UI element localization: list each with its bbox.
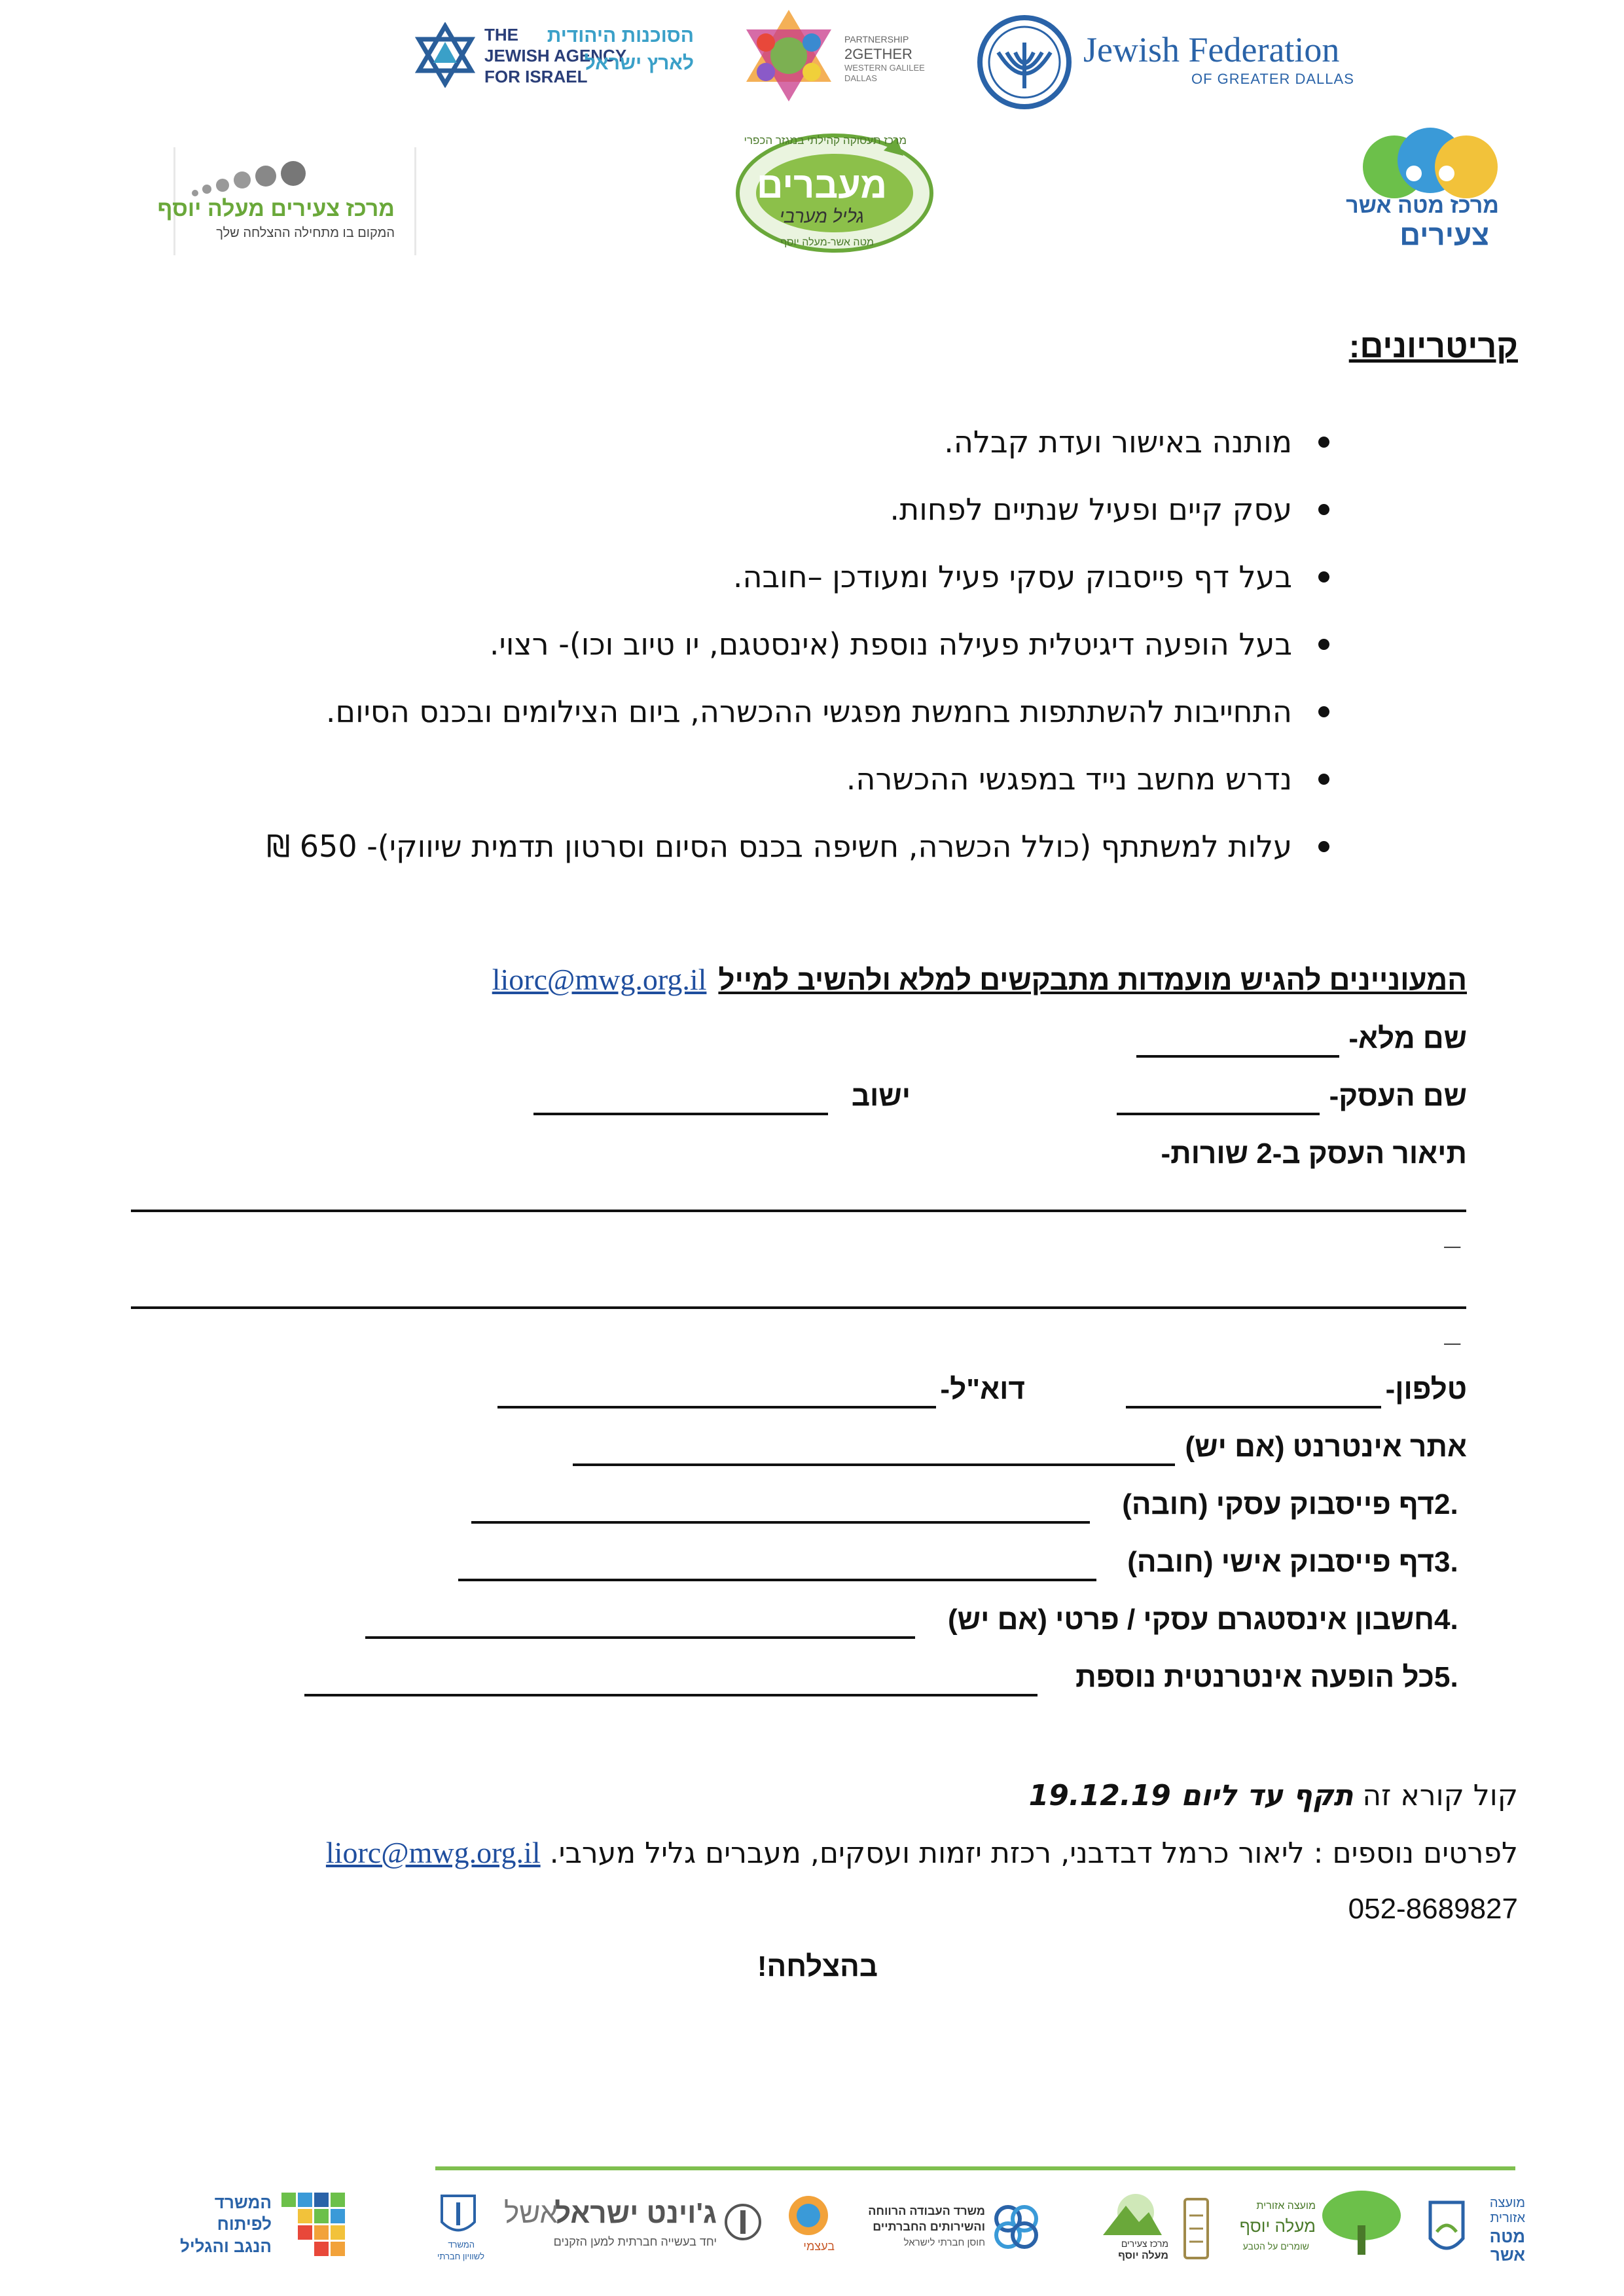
youth-center-ml-line-2: המקום בו מתחילה ההצלחה שלך <box>216 226 395 240</box>
other-presence-field[interactable] <box>304 1694 1038 1696</box>
joint-eshel-line-2: אשל <box>504 2197 558 2229</box>
business-name-field[interactable] <box>1117 1113 1320 1115</box>
list-item: עסק קיים ופעיל שנתיים לפחות. <box>890 486 1329 532</box>
joint-eshel-line-1: ג'וינט ישראל <box>554 2197 717 2229</box>
good-luck: בהצלחה! <box>757 1950 878 1982</box>
partnership-line-4: DALLAS <box>844 73 877 83</box>
mate-asher-line-4: אשר <box>1490 2245 1525 2265</box>
negev-galil-line-1: המשרד <box>214 2193 272 2212</box>
independent-line-1: בעצמי <box>803 2240 835 2253</box>
jdc-icon <box>723 2202 763 2242</box>
negev-galil-logo <box>179 2189 347 2268</box>
state-emblem-icon <box>439 2193 478 2238</box>
jewish-agency-he-2: לארץ ישראל <box>584 52 694 74</box>
maabarim-bottom: מטה אשר-מעלה יוסף <box>780 237 874 248</box>
validity-line <box>1029 1779 1518 1812</box>
youth-center-maale-yosef-logo <box>157 147 416 255</box>
ministry-labor-icon <box>992 2202 1041 2251</box>
joint-eshel-logo <box>497 2196 766 2261</box>
facebook-personal-field[interactable] <box>458 1579 1096 1581</box>
federation-name: Jewish Federation <box>1083 30 1340 69</box>
negev-galil-line-3: הנגב והגליל <box>179 2236 272 2256</box>
maabarim-ring-text: מרכז תעסוקה קהילתי במגזר הכפרי <box>744 134 907 147</box>
mate-asher-logo <box>1427 2193 1525 2265</box>
jewish-agency-en-2: JEWISH AGENCY <box>484 46 627 65</box>
other-presence-item <box>1075 1661 1473 1694</box>
validity-date: תקף עד ליום 19.12.19 <box>1028 1779 1354 1812</box>
bullet-icon <box>1318 774 1329 785</box>
people-icon <box>1362 128 1499 200</box>
validity-prefix: קול קורא זה <box>1353 1779 1518 1812</box>
independent-icon <box>785 2193 831 2238</box>
independent-logo <box>779 2193 838 2258</box>
bullet-icon <box>1318 639 1329 650</box>
ministry-labor-line-2: והשירותים החברתיים <box>873 2220 985 2233</box>
youth-center-ml-line-1: מרכז צעירים מעלה יוסף <box>157 196 395 221</box>
bullet-icon <box>1318 706 1329 717</box>
mate-asher-line-2: אזורית <box>1490 2211 1525 2225</box>
contact-phone: 052-8689827 <box>1348 1893 1518 1925</box>
facebook-personal-item <box>1127 1546 1473 1579</box>
email-link[interactable]: liorc@mwg.org.il <box>492 963 707 996</box>
mate-asher-line-3: מטה <box>1489 2227 1525 2246</box>
partnership-logo <box>740 7 929 105</box>
maale-yosef-line-2: מעלה יוסף <box>1239 2216 1316 2236</box>
partnership-star-icon <box>740 7 838 105</box>
phone-label: טלפון- <box>1385 1373 1467 1405</box>
list-item: מותנה באישור ועדת קבלה. <box>944 419 1329 465</box>
business-name-label: שם העסק- <box>1329 1080 1467 1112</box>
description-dash-2: _ <box>1444 1316 1460 1348</box>
details-text: לפרטים נוספים : ליאור כרמל דבדבני, רכזת יזמות ועסקים, מעברים גליל מערבי. <box>549 1837 1518 1870</box>
item-number: 3. <box>1434 1546 1458 1578</box>
item-number: 4. <box>1434 1604 1458 1636</box>
list-item: התחייבות להשתתפות בחמשת מפגשי ההכשרה, ביום הצילומים ובכנס הסיום. <box>326 689 1329 734</box>
jewish-agency-en-1: THE <box>484 25 518 45</box>
youth-center-footer-line-2: מעלה יוסף <box>1118 2250 1168 2261</box>
bullet-icon <box>1318 437 1329 448</box>
facebook-business-label: דף פייסבוק עסקי (חובה) <box>1122 1488 1434 1520</box>
mountain-icon <box>1100 2193 1165 2238</box>
menorah-icon <box>975 13 1074 111</box>
mate-asher-youth-line-2: צעירים <box>1399 219 1489 251</box>
other-presence-label: כל הופעה אינטרנטית נוספת <box>1075 1661 1434 1693</box>
website-field[interactable] <box>573 1463 1175 1466</box>
form-intro: המעוניינים להגיש מועמדות מתבקשים למלא ולהשיב למייל <box>718 964 1467 996</box>
maale-yosef-line-3: שומרים על הטבע <box>1242 2241 1309 2251</box>
bullet-icon <box>1318 504 1329 515</box>
mate-asher-youth-line-1: מרכז מטה אשר <box>1346 193 1499 218</box>
item-number: 5. <box>1434 1661 1458 1693</box>
jewish-agency-logo <box>412 20 694 92</box>
details-line <box>326 1835 1518 1870</box>
details-email-link[interactable]: liorc@mwg.org.il <box>325 1836 541 1869</box>
maabarim-sub: גליל מערבי <box>779 206 864 226</box>
ministry-equality-line-2: לשוויון חברתי <box>437 2251 484 2261</box>
settlement-field[interactable] <box>533 1113 828 1115</box>
youth-center-mate-asher-logo <box>1348 128 1512 252</box>
settlement-label: ישוב <box>851 1080 911 1112</box>
ministry-labor-line-1: משרד העבודה הרווחה <box>868 2204 985 2217</box>
list-item: בעל דף פייסבוק עסקי פעיל ומעודכן –חובה. <box>733 554 1329 600</box>
email-field[interactable] <box>497 1406 936 1408</box>
federation-sub: OF GREATER DALLAS <box>1191 71 1354 87</box>
partnership-line-2: 2GETHER <box>844 46 912 62</box>
mate-asher-line-1: מועצה <box>1489 2196 1525 2210</box>
youth-center-footer-logo <box>1093 2193 1172 2265</box>
description-dash-1: _ <box>1444 1219 1460 1251</box>
star-of-david-icon <box>412 22 478 88</box>
list-item: עלות למשתתף (כולל הכשרה, חשיפה בכנס הסיום וסרטון תדמית שיווקי)- 650 ₪ <box>266 823 1329 869</box>
facebook-personal-label: דף פייסבוק אישי (חובה) <box>1127 1546 1434 1578</box>
maabarim-name: מעברים <box>757 164 887 206</box>
item-number: 2. <box>1434 1488 1458 1520</box>
ministry-equality-line-1: המשרד <box>448 2240 475 2250</box>
partnership-line-3: WESTERN GALILEE <box>844 63 925 73</box>
jewish-federation-logo <box>975 13 1354 111</box>
email-label: דוא"ל- <box>940 1373 1025 1405</box>
instagram-field[interactable] <box>365 1636 915 1639</box>
jewish-agency-en-3: FOR ISRAEL <box>484 67 588 86</box>
full-name-label: שם מלא- <box>1348 1022 1467 1054</box>
instagram-label: חשבון אינסטגרם עסקי / פרטי (אם יש) <box>948 1604 1434 1636</box>
mate-asher-emblem-icon <box>1427 2199 1466 2258</box>
facebook-business-item <box>1122 1488 1473 1521</box>
maabarim-logo <box>733 124 936 255</box>
ministry-labor-line-3: חוסן חברתי לישראל <box>903 2237 985 2248</box>
joint-eshel-line-3: יחד בעשייה חברתית למען הזקנים <box>553 2235 717 2248</box>
description-label: תיאור העסק ב-2 שורות- <box>1161 1138 1467 1170</box>
emblem-small-icon <box>1182 2196 1211 2261</box>
dots-icon <box>189 160 333 200</box>
description-line-1[interactable] <box>131 1210 1466 1212</box>
phone-field[interactable] <box>1126 1406 1381 1408</box>
description-line-2[interactable] <box>131 1306 1466 1309</box>
form-intro-line <box>492 962 1467 997</box>
ministry-equality-logo <box>432 2193 484 2265</box>
list-item: בעל הופעה דיגיטלית פעילה נוספת (אינסטגם, יו טיוב וכו)- רצוי. <box>490 621 1329 667</box>
tree-icon <box>1316 2186 1407 2258</box>
website-label: אתר אינטרנט (אם יש) <box>1185 1431 1467 1463</box>
negev-galil-squares-icon <box>275 2189 347 2261</box>
partnership-line-1: PARTNERSHIP <box>844 34 909 45</box>
criteria-heading: קריטריונים: <box>1348 328 1518 365</box>
list-item: נדרש מחשב נייד במפגשי ההכשרה. <box>846 756 1329 802</box>
maale-yosef-logo <box>1231 2186 1407 2265</box>
negev-galil-line-2: לפיתוח <box>217 2214 272 2234</box>
bullet-icon <box>1318 841 1329 852</box>
full-name-field[interactable] <box>1136 1055 1339 1058</box>
maale-yosef-line-1: מועצה אזורית <box>1256 2200 1316 2212</box>
facebook-business-field[interactable] <box>471 1521 1090 1524</box>
bullet-icon <box>1318 571 1329 583</box>
youth-center-footer-line-1: מרכז צעירים <box>1121 2238 1168 2249</box>
footer-rule <box>435 2166 1515 2170</box>
jewish-agency-he-1: הסוכנות היהודית <box>547 25 694 46</box>
ministry-labor-logo <box>857 2199 1041 2258</box>
instagram-item <box>948 1604 1473 1636</box>
